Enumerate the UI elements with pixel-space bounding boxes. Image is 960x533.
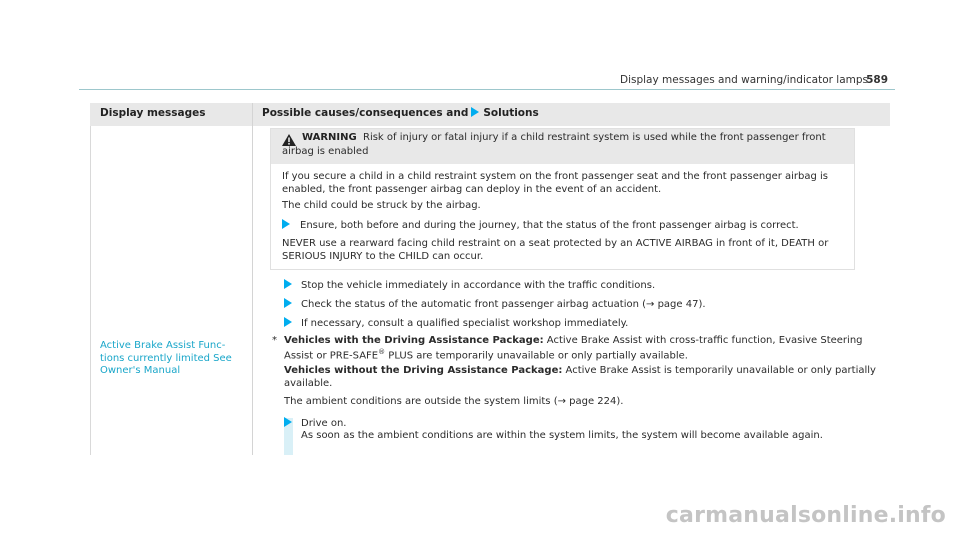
display-messages-table: [90, 103, 890, 455]
warning-header: [271, 129, 854, 164]
col-header-display-messages: Display messages: [100, 107, 206, 119]
page-number: 589: [866, 74, 888, 86]
row2-line4: available.: [284, 378, 333, 389]
warning-paragraph-line: NEVER use a rearward facing child restraint on a seat protected by an ACTIVE AIRBAG in front of it, DEATH or: [282, 238, 829, 249]
play-arrow-icon: [284, 298, 292, 308]
warning-paragraph-line: If you secure a child in a child restraint system on the front passenger seat and the front passenger airbag is: [282, 171, 829, 182]
step-text: Check the status of the automatic front passenger airbag actuation (→ page 47).: [301, 299, 706, 310]
row2-line2: [284, 348, 688, 361]
play-arrow-icon: [284, 417, 292, 427]
warning-label: WARNING: [302, 132, 357, 143]
col-header-solutions-label: Solutions: [483, 107, 539, 119]
col-header-causes-label: Possible causes/consequences and: [262, 107, 469, 119]
play-arrow-icon: [471, 107, 479, 117]
asterisk-marker: *: [272, 335, 277, 346]
warning-title-line2: airbag is enabled: [282, 146, 369, 157]
row2-text: PLUS are temporarily unavailable or only partially available.: [385, 350, 688, 362]
step-text: Stop the vehicle immediately in accordance with the traffic conditions.: [301, 280, 656, 291]
warning-paragraph-line: enabled, the front passenger airbag can deploy in the event of an accident.: [282, 184, 662, 195]
row2-line3: [284, 365, 876, 376]
col-header-solutions: [262, 107, 539, 119]
display-message-line: tions currently limited See: [100, 352, 232, 364]
list-item: [284, 298, 706, 310]
row2-line5: The ambient conditions are outside the system limits (→ page 224).: [284, 396, 624, 407]
vehicles-without-package-label: Vehicles without the Driving Assistance Package:: [284, 365, 563, 376]
display-message-active-brake-assist: [100, 340, 232, 378]
table-left-rule: [90, 126, 91, 455]
play-arrow-icon: [282, 219, 290, 229]
warning-paragraph-line: SERIOUS INJURY to the CHILD can occur.: [282, 251, 484, 262]
column-divider: [252, 103, 253, 455]
row2-text: Active Brake Assist is temporarily unavailable or only partially: [562, 365, 876, 376]
registered-mark: ®: [378, 348, 386, 356]
warning-triangle-icon: [282, 134, 296, 146]
row2-text: Active Brake Assist with cross-traffic function, Evasive Steering: [543, 335, 863, 346]
warning-bullet: [282, 219, 799, 231]
list-item: [284, 417, 346, 429]
step-text: If necessary, consult a qualified specialist workshop immediately.: [301, 318, 629, 329]
play-arrow-icon: [284, 317, 292, 327]
warning-title-line1: Risk of injury or fatal injury if a child restraint system is used while the front passenger front: [363, 132, 826, 143]
page-header-title: Display messages and warning/indicator lamps: [620, 74, 868, 86]
row2-text: Assist or PRE-SAFE: [284, 350, 379, 362]
step-continuation: As soon as the ambient conditions are within the system limits, the system will become available again.: [301, 430, 823, 441]
vehicles-with-package-label: Vehicles with the Driving Assistance Package:: [284, 335, 544, 346]
table-header: [90, 103, 890, 126]
header-rule: [79, 89, 895, 90]
step-text: Drive on.: [301, 418, 347, 429]
row2-line1: [284, 335, 863, 346]
play-arrow-icon: [284, 279, 292, 289]
warning-bullet-text: Ensure, both before and during the journey, that the status of the front passenger airbag is correct.: [300, 220, 799, 231]
display-message-line: Active Brake Assist Func-: [100, 340, 226, 351]
warning-paragraph-line: The child could be struck by the airbag.: [282, 200, 481, 211]
display-message-line: Owner's Manual: [100, 365, 181, 376]
watermark: carmanualsonline.info: [665, 503, 946, 528]
list-item: [284, 279, 655, 291]
warning-box: [270, 128, 855, 270]
list-item: [284, 317, 628, 329]
